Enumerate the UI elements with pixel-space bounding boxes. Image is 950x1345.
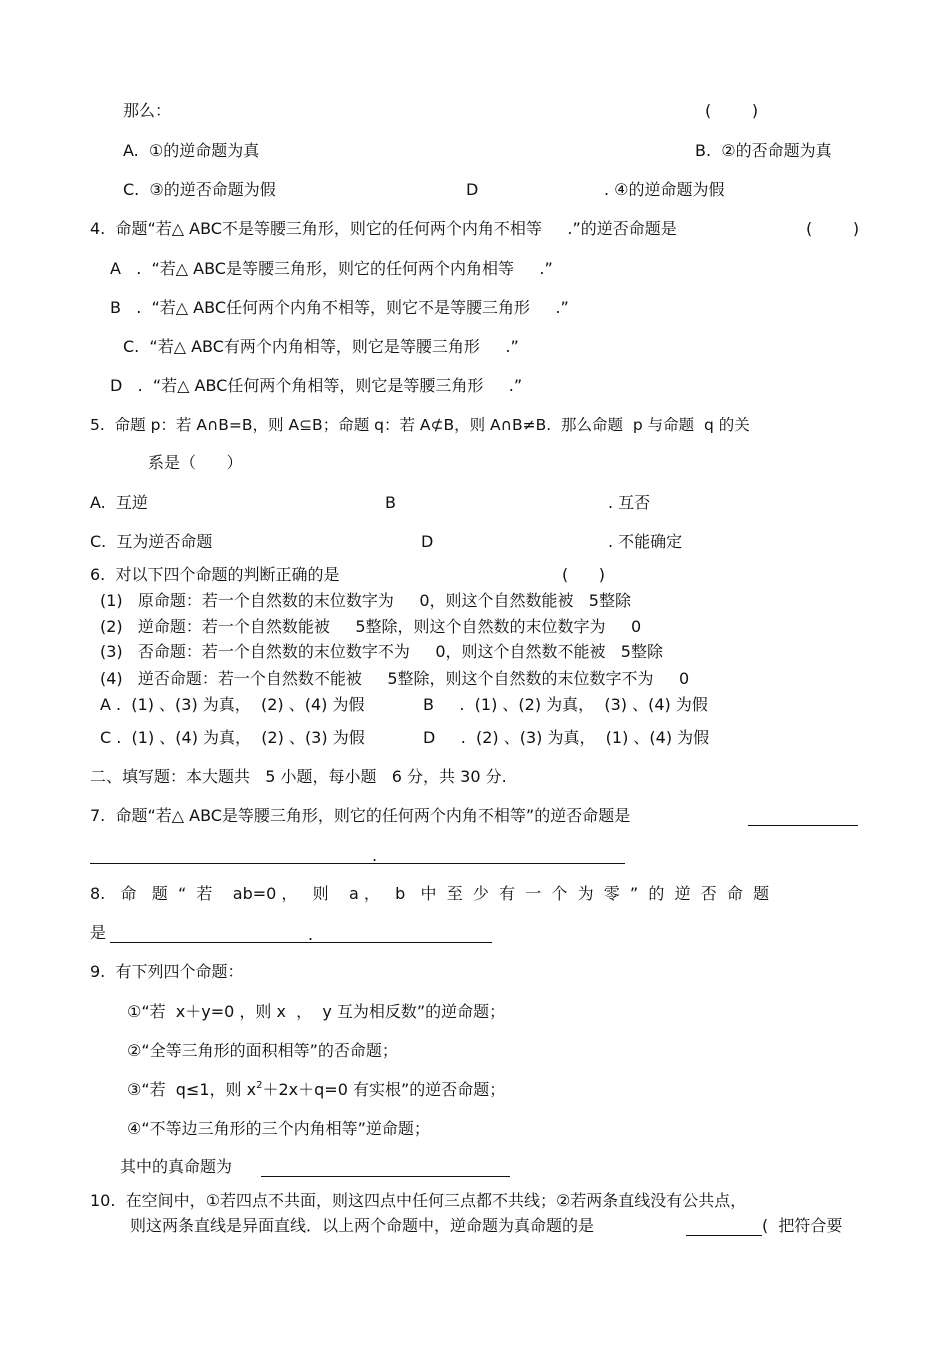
q9-stem: 9. 有下列四个命题： xyxy=(90,962,244,981)
q3-option-c: C. ③的逆否命题为假 xyxy=(123,180,276,199)
q7-stem: 7. 命题“若△ ABC是等腰三角形，则它的任何两个内角不相等”的逆否命题是 xyxy=(90,806,631,825)
q8-answer-blank xyxy=(110,942,492,943)
q6-stem: 6. 对以下四个命题的判断正确的是 xyxy=(90,565,340,584)
q4-option-b: B . “若△ ABC任何两个内角不相等，则它不是等腰三角形 .” xyxy=(110,298,569,317)
q3-option-d-text: . ④的逆命题为假 xyxy=(604,180,725,199)
q5-option-b-letter: B xyxy=(385,493,396,512)
q8-shi: 是 xyxy=(90,923,107,942)
q7-answer-blank-1 xyxy=(748,825,858,826)
q9-item-3: ③“若 q≤1，则 $x^2+2x+q=0$ 有实根”的逆否命题； xyxy=(127,1079,506,1099)
q10-answer-blank xyxy=(686,1235,762,1236)
q5-option-d-text: . 不能确定 xyxy=(608,532,683,551)
q3-option-a: A. ①的逆命题为真 xyxy=(123,141,260,160)
q6-proposition-3: (3) 否命题：若一个自然数的末位数字不为 0，则这个自然数不能被 5整除 xyxy=(100,642,663,661)
q9-answer-label: 其中的真命题为 xyxy=(120,1157,233,1176)
q7-dot: . xyxy=(372,846,378,865)
q5-option-c: C. 互为逆否命题 xyxy=(90,532,213,551)
section-2-heading: 二、填写题：本大题共 5 小题，每小题 6 分，共 30 分. xyxy=(90,767,507,786)
q5-option-d-letter: D xyxy=(421,532,434,551)
q6-answer-paren: ( ) xyxy=(562,565,605,584)
q4-stem: 4. 命题“若△ ABC不是等腰三角形，则它的任何两个内角不相等 .”的逆否命题是 xyxy=(90,219,677,238)
q8-dot: . xyxy=(308,925,314,944)
q3-option-b: B. ②的否命题为真 xyxy=(695,141,832,160)
q9-item-2: ②“全等三角形的面积相等”的否命题； xyxy=(127,1041,398,1060)
q6-proposition-1: (1) 原命题：若一个自然数的末位数字为 0，则这个自然数能被 5整除 xyxy=(100,591,631,610)
q10-tail: ( 把符合要 xyxy=(762,1216,843,1235)
q6-option-a: A . (1) 、(3) 为真， (2) 、(4) 为假 xyxy=(100,695,365,714)
q6-proposition-2: (2) 逆命题：若一个自然数能被 5整除，则这个自然数的末位数字为 0 xyxy=(100,617,642,636)
q4-option-d: D . “若△ ABC任何两个角相等，则它是等腰三角形 .” xyxy=(110,376,523,395)
q8-stem: 8. 命 题 “ 若 ab=0 ， 则 a ， b 中 至 少 有 一 个 为 零 ” 的 逆 否 命 题 xyxy=(90,884,770,903)
q10-line-1: 10. 在空间中，①若四点不共面，则这四点中任何三点都不共线；②若两条直线没有公共点， xyxy=(90,1191,747,1210)
q5-option-b-text: . 互否 xyxy=(608,493,651,512)
q6-option-b: B . (1) 、(2) 为真， (3) 、(4) 为假 xyxy=(423,695,708,714)
q10-line-2: 则这两条直线是异面直线．以上两个命题中，逆命题为真命题的是 xyxy=(130,1216,595,1235)
q4-option-c: C. “若△ ABC有两个内角相等，则它是等腰三角形 .” xyxy=(123,337,519,356)
q9-item-4: ④“不等边三角形的三个内角相等”逆命题； xyxy=(127,1119,430,1138)
q6-option-c: C . (1) 、(4) 为真， (2) 、(3) 为假 xyxy=(100,728,365,747)
q3-stem-end: 那么： xyxy=(123,101,172,120)
q5-stem: 5. 命题 p：若 A∩B=B，则 A⊆B；命题 q：若 A⊄B，则 A∩B≠B. 那么命题 p 与命题 q 的关 xyxy=(90,416,750,434)
q4-answer-paren: ( ) xyxy=(806,219,860,238)
q6-option-d: D . (2) 、(3) 为真， (1) 、(4) 为假 xyxy=(423,728,710,747)
q6-proposition-4: (4) 逆否命题：若一个自然数不能被 5整除，则这个自然数的末位数字不为 0 xyxy=(100,669,690,688)
q4-option-a: A . “若△ ABC是等腰三角形，则它的任何两个内角相等 .” xyxy=(110,259,553,278)
q7-answer-blank-2 xyxy=(90,863,625,864)
q5-stem-cont: 系是（ ） xyxy=(148,453,243,472)
q9-answer-blank xyxy=(261,1176,510,1177)
q3-answer-paren: ( ) xyxy=(705,101,759,120)
q3-option-d-letter: D xyxy=(466,180,479,199)
q5-option-a: A. 互逆 xyxy=(90,493,148,512)
q9-item-1: ①“若 x＋y=0 ，则 x ， y 互为相反数”的逆命题； xyxy=(127,1002,506,1021)
